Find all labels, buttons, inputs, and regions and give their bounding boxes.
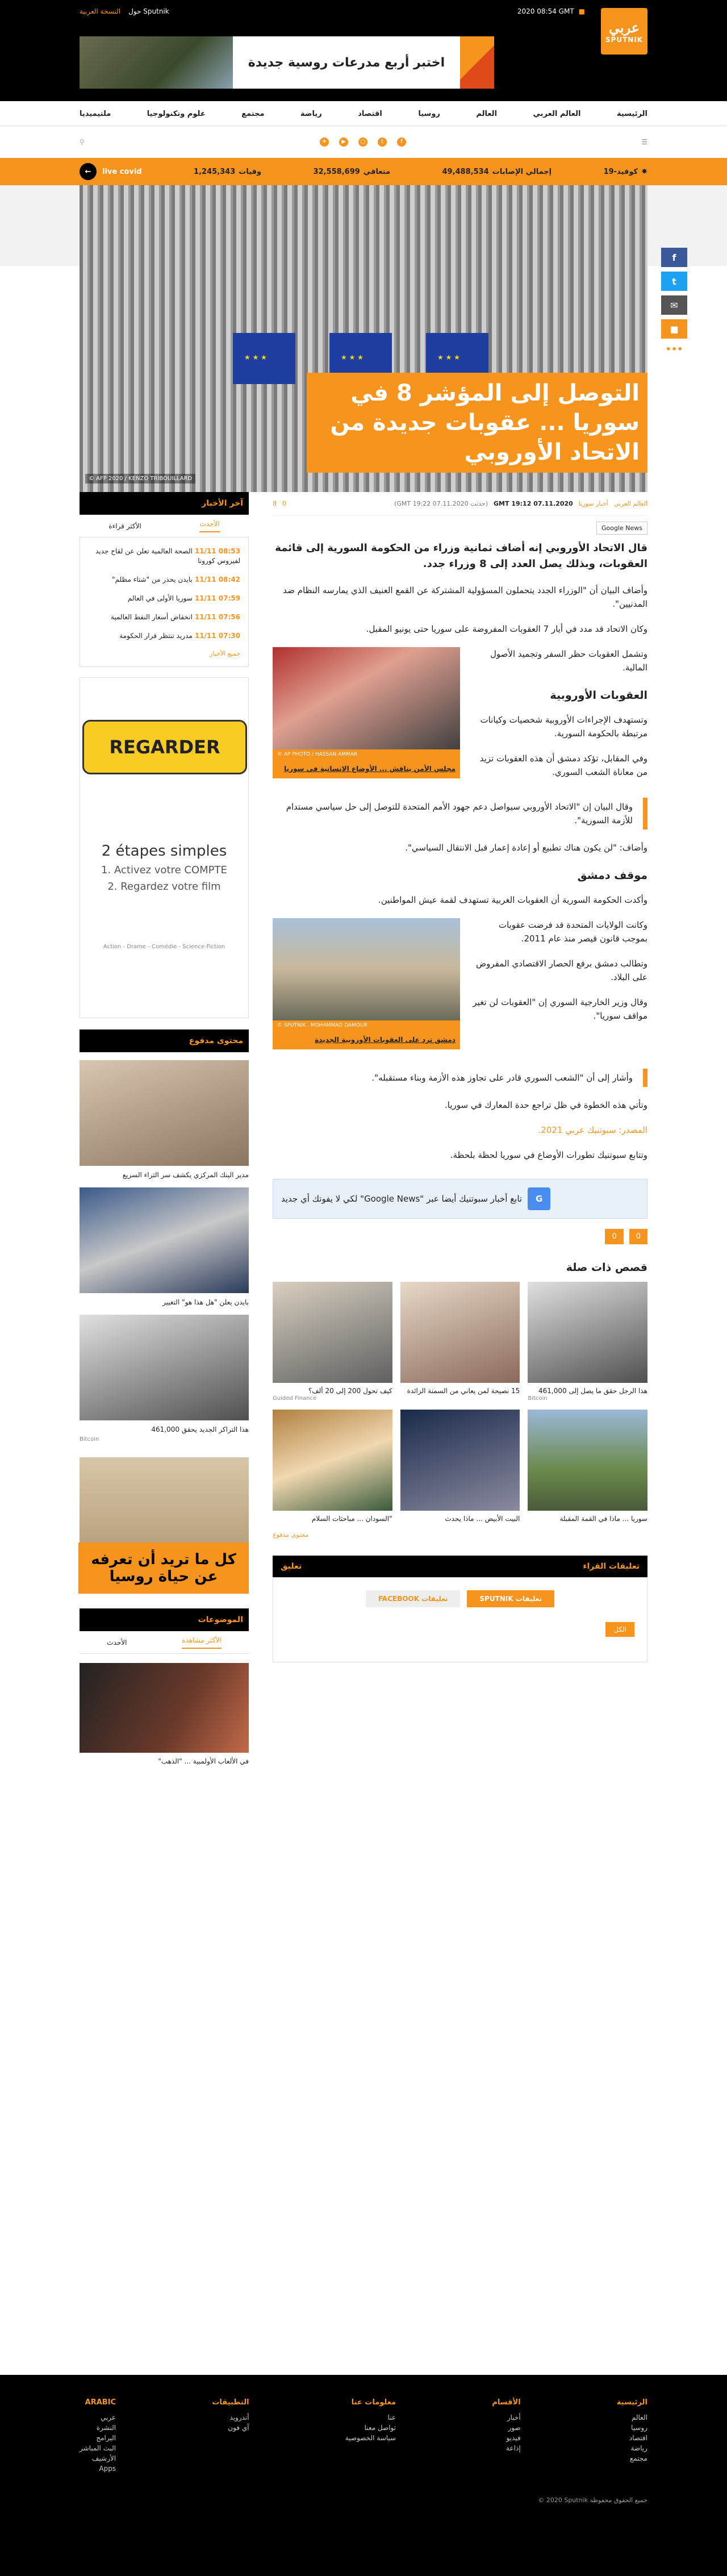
article-title: التوصل إلى المؤشر 8 في سوريا ... عقوبات جديدة من الاتحاد الأوروبي (307, 373, 647, 473)
topics-tabs (80, 1631, 249, 1654)
footer-link[interactable]: عربي (100, 2414, 116, 2421)
sputnik-comments-tab[interactable]: SPUTNIK تعليقات (467, 1590, 554, 1607)
article-paragraph: وتشمل العقوبات حظر السفر وتجميد الأصول المالية. (490, 649, 647, 673)
top-header (0, 0, 727, 101)
nav-item-arab-world[interactable]: العالم العربي (533, 109, 581, 118)
youtube-icon[interactable]: ▶ (339, 137, 348, 147)
news-text: بايدن يحذر من "شتاء مظلم" (112, 576, 193, 583)
eu-flag-icon (233, 333, 295, 384)
vote-buttons (273, 1229, 647, 1244)
inline-credit: © SPUTNIK . MOHAMMAD DAMOUR (273, 1020, 460, 1031)
article-paragraph: المصدر: سبوتنيك عربي 2021. (538, 1125, 647, 1135)
comment-count[interactable]: 0 (282, 500, 286, 507)
email-share-icon[interactable]: ✉ (661, 295, 687, 315)
social-row (80, 126, 647, 158)
latest-news-head: آخر الأخبار (80, 492, 249, 515)
search-icon[interactable]: ⚲ (80, 137, 85, 146)
stat-recovered (314, 168, 391, 176)
news-text: سوريا الأولى في العالم (127, 594, 193, 602)
card-image (528, 1282, 647, 1383)
article-subheading: العقوبات الأوروبية (550, 689, 647, 702)
top-link-about[interactable]: حول Sputnik (128, 7, 169, 15)
sponsored-card[interactable] (80, 1060, 249, 1179)
footer-link[interactable]: الأرشيف (92, 2454, 116, 2462)
ad-banner[interactable] (80, 36, 494, 89)
news-time: 08:53 11/11 (194, 547, 240, 555)
twitter-share-icon[interactable]: t (661, 272, 687, 291)
card-source: Guided Finance (273, 1395, 317, 1402)
card-image (528, 1410, 647, 1511)
card-caption: "السودان ... مباحثات السلام (311, 1515, 392, 1523)
article-subheading: موقف دمشق (577, 869, 647, 882)
news-time: 07:56 11/11 (194, 613, 240, 621)
comments-body (273, 1577, 647, 1662)
related-card[interactable] (528, 1410, 647, 1523)
card-source: Bitcoin (528, 1395, 548, 1402)
stat-value: 49,488,534 (442, 167, 489, 176)
footer-link[interactable]: أندرويد (229, 2414, 249, 2421)
banner-text: اختبر أربع مدرعات روسية جديدة (248, 55, 445, 70)
card-image (273, 1410, 392, 1511)
sponsored-card[interactable] (80, 1315, 249, 1443)
follow-text: تابع أخبار سبوتنيك أيضا عبر "Google News" لكي لا يفوتك أي جديد (281, 1194, 523, 1204)
news-time: 08:42 11/11 (194, 576, 240, 583)
article-paragraph: وقال وزير الخارجية السوري إن "العقوبات لن تغير مواقف سوريا". (473, 997, 647, 1021)
breadcrumb-subsection[interactable]: أخبار سوريا (578, 500, 608, 507)
card-image (80, 1315, 249, 1420)
inline-related-card[interactable] (273, 918, 460, 1049)
inline-caption: دمشق ترد على العقوبات الأوروبية الجديدة (273, 1031, 460, 1049)
publish-date: 07.11.2020 19:12 GMT (494, 500, 573, 507)
share-bar (661, 248, 687, 355)
nav-item-multimedia[interactable]: ملتيميديا (80, 109, 111, 118)
stat-value: 1,245,343 (194, 167, 236, 176)
inline-related-card[interactable] (273, 647, 460, 778)
card-caption: البيت الأبيض ... ماذا يحدث (445, 1515, 520, 1523)
ticker-label: كوفيد-19 (603, 167, 638, 176)
article-paragraph: وأكدت الحكومة السورية أن العقوبات الغربية تستهدف لقمة عيش المواطنين. (378, 895, 647, 905)
card-image (80, 1187, 249, 1293)
more-label[interactable]: ☰ (641, 137, 647, 146)
comment-share-icon[interactable]: ■ (661, 319, 687, 339)
footer (0, 2375, 727, 2576)
nav-item-world[interactable]: العالم (476, 109, 498, 118)
article-paragraph: وتستهدف الإجراءات الأوروبية شخصيات وكيانات مرتبطة بالحكومة السورية. (480, 715, 647, 739)
nav-item-home[interactable]: الرئيسية (616, 109, 647, 118)
list-item[interactable] (88, 570, 240, 589)
related-card[interactable] (528, 1282, 647, 1402)
footer-link[interactable]: تواصل معنا (364, 2424, 396, 2432)
tab-latest[interactable]: الأحدث (199, 520, 219, 532)
list-item[interactable] (88, 589, 240, 608)
all-comments-button[interactable]: الكل (605, 1622, 634, 1637)
more-share-icon[interactable]: ••• (665, 343, 683, 355)
article (273, 492, 647, 1662)
nav-item-society[interactable]: مجتمع (241, 109, 265, 118)
card-source: Bitcoin (80, 1436, 99, 1443)
top-strip (80, 0, 647, 23)
news-time: 07:30 11/11 (194, 632, 240, 640)
google-news-button[interactable]: Google News (596, 522, 647, 535)
covid-ticker (0, 158, 727, 185)
footer-col-head: الرئيسية (616, 2398, 647, 2407)
footer-link[interactable]: رياضة (630, 2444, 647, 2452)
ad-step-2: 2. Regardez votre film (107, 881, 221, 893)
footer-col (617, 2398, 647, 2474)
footer-link[interactable]: آي فون (228, 2424, 249, 2432)
article-paragraph: وأضاف البيان أن "الوزراء الجدد يتحملون المسؤولية المشتركة عن القمع العنيف الذي يمارسه النظام ضد المدنيين". (283, 585, 647, 609)
arrow-left-icon[interactable]: ← (80, 163, 97, 180)
related-card[interactable] (400, 1282, 520, 1402)
russia-promo[interactable] (80, 1457, 249, 1594)
sponsored-head: محتوى مدفوع (80, 1029, 249, 1052)
related-head: قصص ذات صلة (566, 1261, 647, 1274)
news-text: انخفاض أسعار النفط العالمية (110, 613, 193, 621)
card-caption: هذا التراكر الجديد يحقق 461,000 (151, 1425, 249, 1433)
card-image (400, 1282, 520, 1383)
sponsored-label[interactable]: محتوى مدفوع (273, 1531, 309, 1539)
tab-topics-latest[interactable]: الأحدث (107, 1638, 127, 1647)
article-lead: قال الاتحاد الأوروبي إنه أضاف ثمانية وزراء من الحكومة السورية إلى قائمة العقوبات، وبذلك يصل العدد إلى 8 وزراء جدد. (275, 542, 647, 570)
banner-image (80, 36, 233, 89)
footer-link[interactable]: عنا (387, 2414, 396, 2421)
footer-col (80, 2398, 116, 2474)
card-caption: هذا الرجل حقق ما يصل إلى 461,000 (538, 1387, 647, 1395)
article-paragraph: وتتابع سبوتنيك تطورات الأوضاع في سوريا لحظة بلحظة. (450, 1150, 647, 1160)
footer-link[interactable]: سياسة الخصوصية (345, 2434, 396, 2442)
list-item[interactable] (88, 542, 240, 570)
breadcrumb-section[interactable]: العالم العربي (613, 500, 647, 507)
footer-col (492, 2398, 520, 2474)
stat-label: إجمالي الإصابات (492, 167, 552, 176)
footer-link[interactable]: إذاعة (506, 2444, 521, 2452)
stat-label: وفيات (239, 167, 262, 176)
google-news-icon: G (528, 1187, 550, 1210)
stat-label: متعافي (363, 167, 391, 176)
nav-item-economy[interactable]: اقتصاد (358, 109, 382, 118)
all-news-link[interactable]: جميع الأخبار (210, 650, 240, 657)
virus-icon: ✸ (641, 167, 647, 176)
news-text: الصحة العالمية تعلن عن لقاح جديد لفيروس كورونا (95, 547, 240, 565)
list-item[interactable] (88, 608, 240, 627)
ad-step-1: 1. Activez votre COMPTE (101, 864, 227, 876)
comments-left: تعليق (281, 1562, 302, 1571)
main-nav (0, 101, 727, 126)
facebook-icon[interactable]: f (397, 137, 406, 147)
logo-en: SPUTNIK (605, 35, 644, 44)
ticker-source[interactable]: live covid (102, 167, 142, 176)
card-caption: كيف تحول 200 إلى 20 ألف؟ (308, 1387, 392, 1395)
footer-link[interactable]: Apps (99, 2465, 116, 2473)
latest-tabs (80, 515, 249, 537)
topic-image[interactable] (80, 1663, 249, 1753)
tab-topics-most-viewed[interactable]: الأكثر مشاهدة (182, 1636, 222, 1649)
topics-head: الموضوعات (80, 1608, 249, 1631)
card-image (80, 1060, 249, 1166)
ad-fine-print: Action - Drame - Comédie - Science-Fiction (103, 944, 225, 950)
footer-link[interactable]: روسيا (631, 2424, 647, 2432)
dislike-button[interactable]: 0 (605, 1229, 623, 1244)
footer-link[interactable]: أخبار (507, 2414, 521, 2421)
related-card[interactable] (273, 1410, 392, 1523)
card-caption: سوريا ... ماذا في القمة المقبلة (559, 1515, 647, 1523)
sponsored-card[interactable] (80, 1187, 249, 1307)
footer-link[interactable]: فيديو (506, 2434, 521, 2442)
nav-item-science[interactable]: علوم وتكنولوجيا (147, 109, 206, 118)
facebook-comments-tab[interactable]: FACEBOOK تعليقات (366, 1590, 460, 1607)
card-caption: مدير البنك المركزي يكشف سر الثراء السريع (122, 1171, 249, 1179)
topic-caption[interactable]: في الألعاب الأولمبية ... "الذهب" (158, 1757, 249, 1765)
stat-deaths (194, 168, 261, 176)
rss-icon[interactable]: ■ (578, 7, 585, 15)
article-paragraph: وأضاف: "لن يكون هناك تطبيع أو إعادة إعمار قبل الانتقال السياسي". (405, 843, 647, 853)
nav-item-russia[interactable]: روسيا (418, 109, 440, 118)
related-card[interactable] (273, 1282, 392, 1402)
side-ad[interactable] (80, 677, 249, 1018)
card-caption: 15 نصيحة لمن يعاني من السمنة الزائدة (407, 1387, 520, 1395)
promo-text: كل ما تريد أن تعرفه عن حياة روسيا (78, 1543, 249, 1594)
ad-steps: 2 étapes simples (101, 843, 227, 860)
footer-col-head: معلومات عنا (351, 2398, 396, 2407)
comments-title: تعليقات القراء (583, 1562, 640, 1571)
card-caption: بايدن يعلن "هل هذا هو" التغيير (162, 1298, 249, 1306)
list-item[interactable] (88, 627, 240, 645)
footer-col (345, 2398, 396, 2474)
footer-col-head: التطبيقات (212, 2398, 249, 2407)
footer-link[interactable]: البرامج (96, 2434, 116, 2442)
article-paragraph: وكان الاتحاد قد مدد في أيار 7 العقوبات المفروضة على سوريا حتى يونيو المقبل. (366, 624, 647, 634)
top-link-arabic[interactable]: النسخة العربية (80, 7, 121, 15)
footer-col-head: ARABIC (85, 2398, 116, 2407)
news-time: 07:59 11/11 (194, 594, 240, 602)
stat-cases (442, 168, 551, 176)
footer-link[interactable]: العالم (631, 2414, 647, 2421)
hero-credit: © AFP 2020 / KENZO TRIBOUILLARD (85, 474, 195, 483)
instagram-icon[interactable]: ○ (358, 137, 367, 147)
news-text: مدريد تنتظر قرار الحكومة (119, 632, 193, 640)
article-quote: وأشار إلى أن "الشعب السوري قادر على تجاوز هذه الأزمة وبناء مستقبله". (273, 1069, 647, 1087)
related-card[interactable] (400, 1410, 520, 1523)
related-grid (273, 1282, 647, 1523)
inline-caption: مجلس الأمن يناقش ... الأوضاع الإنسانية في سوريا (273, 760, 460, 778)
article-paragraph: وفي المقابل، تؤكد دمشق أن هذه العقوبات تزيد من معاناة الشعب السوري. (479, 753, 647, 777)
article-meta (273, 492, 647, 516)
sputnik-logo[interactable] (601, 8, 647, 55)
telegram-icon[interactable]: ✈ (320, 137, 329, 147)
card-image (400, 1410, 520, 1511)
twitter-icon[interactable]: t (378, 137, 387, 147)
article-quote: وقال البيان إن "الاتحاد الأوروبي سيواصل دعم جهود الأمم المتحدة للتوصل إلى حل سياسي مستدام للأزمة السورية". (273, 798, 647, 830)
banner-stripe (460, 36, 494, 89)
footer-link[interactable]: مجتمع (629, 2454, 647, 2462)
comments-head (273, 1556, 647, 1577)
facebook-share-icon[interactable]: f (661, 248, 687, 267)
article-paragraph: وكانت الولايات المتحدة قد فرضت عقوبات بموجب قانون قيصر منذ عام 2011. (498, 920, 647, 944)
article-paragraph: وتأتي هذه الخطوة في ظل تراجع حدة المعارك في سوريا. (445, 1100, 647, 1110)
inline-credit: © AP PHOTO / HASSAN AMMAR (273, 749, 460, 760)
inline-image (273, 647, 460, 749)
footer-link[interactable]: صور (508, 2424, 521, 2432)
like-button[interactable]: 0 (629, 1229, 647, 1244)
copyright: © 2020 Sputnik جميع الحقوق محفوظة (538, 2496, 647, 2504)
google-news-follow[interactable] (273, 1179, 647, 1219)
footer-link[interactable]: اقتصاد (629, 2434, 647, 2442)
footer-col-head: الأقسام (492, 2398, 521, 2407)
hero-image (80, 185, 647, 492)
footer-link[interactable]: البث المباشر (80, 2444, 116, 2452)
date-time: 2020 08:54 GMT (517, 7, 574, 15)
card-image (273, 1282, 392, 1383)
article-paragraph: وتطالب دمشق برفع الحصار الاقتصادي المفروض على البلاد. (476, 958, 647, 982)
views-count: 8 (273, 500, 277, 507)
latest-news-list (80, 537, 249, 667)
logo-ar: عربي (608, 19, 640, 36)
nav-item-sport[interactable]: رياضة (300, 109, 322, 118)
footer-link[interactable]: النشرة (96, 2424, 116, 2432)
update-date: (حدثت 07.11.2020 19:22 GMT) (394, 500, 488, 507)
stat-value: 32,558,699 (313, 167, 360, 176)
inline-image (273, 918, 460, 1020)
ad-watch-button[interactable]: REGARDER (82, 720, 247, 774)
sidebar (80, 492, 249, 1765)
tab-most-read[interactable]: الأكثر قراءة (108, 522, 141, 530)
footer-col (212, 2398, 249, 2474)
